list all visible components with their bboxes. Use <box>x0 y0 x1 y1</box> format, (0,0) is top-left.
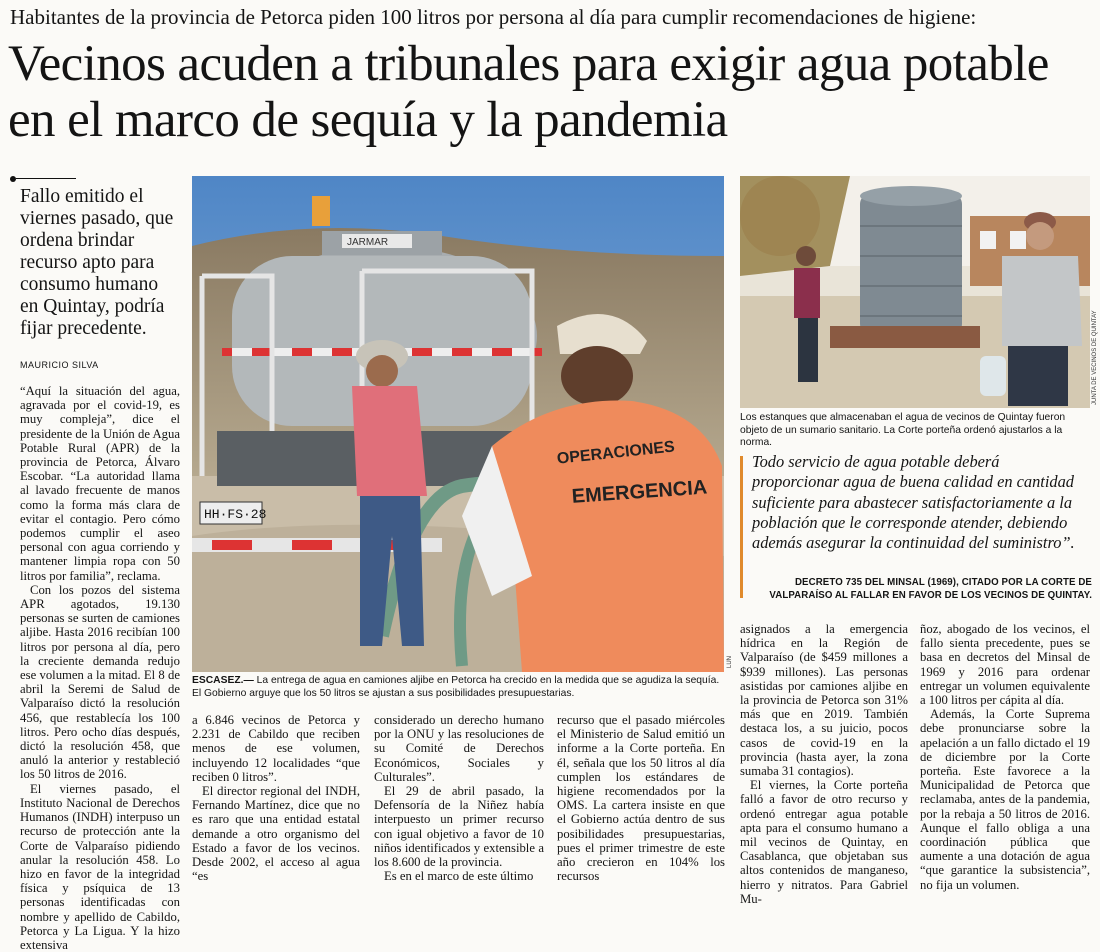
kicker: Habitantes de la provincia de Petorca piden 100 litros por persona al día para cumplir recomendaciones de higiene: <box>10 5 977 29</box>
main-photo-caption <box>192 675 722 700</box>
col3-p2: El 29 de abril pasado, la Defensoría de la Niñez había interpuesto un primer recurso con igual objetivo a favor de 10 niños identificados y extensible a los 8.600 de la provincia. <box>374 784 544 870</box>
col2-p1: a 6.846 vecinos de Petorca y 2.231 de Cabildo que reciben menos de ese volumen, incluyendo 12 localidades “que reciben 0 litros”. <box>192 713 360 784</box>
rule-dot <box>10 176 16 182</box>
pull-quote: Todo servicio de agua potable deberá proporcionar agua de buena calidad en cantidad suficiente para abastecer satisfactoriamente a la población que le corresponde atender, debiendo además asegurar la continuidad del suministro”. <box>752 452 1075 553</box>
col5-p2: El viernes, la Corte porteña falló a favor de otro recurso y ordenó entregar agua potable apta para el consumo humano a mil vecinos de Quintay, en Casablanca, que objetaban sus altos contenidos de manganeso, hierro y nitratos. Para Gabriel Mu- <box>740 778 908 906</box>
side-photo-credit: JUNTA DE VECINOS DE QUINTAY <box>1092 310 1098 405</box>
body-col-5 <box>740 622 908 906</box>
vest-line2: EMERGENCIA <box>571 476 708 508</box>
caption-lead: ESCASEZ.— <box>192 675 254 686</box>
main-photo <box>192 176 724 672</box>
side-photo-caption: Los estanques que almacenaban el agua de vecinos de Quintay fueron objeto de un sumario sanitario. La Corte porteña ordenó ajustarlos a la norma. <box>740 412 1066 448</box>
body-col-1 <box>20 384 180 952</box>
main-photo-credit: LUN <box>727 655 733 668</box>
byline: MAURICIO SILVA <box>20 360 99 370</box>
body-col-2 <box>192 713 360 884</box>
caption-text: La entrega de agua en camiones aljibe en Petorca ha crecido en la medida que se agudiza la sequía. El Gobierno arguye que los 50 litros se ajustan a sus posibilidades presupuestarias. <box>192 675 720 699</box>
col1-p2: Con los pozos del sistema APR agotados, 19.130 personas se surten de camiones aljibe. Hasta 2016 recibían 100 litros por persona al día, pero la creciente demanda redujo ese volumen a la mitad. El 8 de abril la Seremi de Salud de Valparaíso dictó la resolución 456, que restablecía los 100 litros. Pero ocho días después, dictó la resolución 458, que anuló la anterior y restableció los 50 litros de 2016. <box>20 582 180 782</box>
col5-p1: asignados a la emergencia hídrica en la Región de Valparaíso (de $459 millones a $939 millones). Las personas asistidas por camiones aljibe en la provincia de Petorca son 31% más que en 2019. También destaca los, a su juicio, pocos casos de covid-19 en la provincia (hasta ayer, la zona sumaba 31 contagios). <box>740 622 908 779</box>
truck-plate: HH·FS·28 <box>204 507 267 522</box>
col6-p1: ñoz, abogado de los vecinos, el fallo sienta precedente, pues se basa en decretos del Minsal de 1969 y 2016 para ordenar entregar un volumen equivalente a 100 litros per cápita al día. <box>920 622 1090 708</box>
col3-p3: Es en el marco de este último <box>384 869 534 884</box>
col6-p2: Además, la Corte Suprema debe pronunciarse sobre la apelación a un fallo dictado el 19 de diciembre por la Corte porteña. Este favorece a la Municipalidad de Petorca que reclamaba, antes de la pandemia, por la rebaja a 50 litros de 2016. Aunque el fallo obliga a una coordinación pública que aumente a una dotación de agua “que garantice la subsistencia”, no fija un volumen. <box>920 707 1090 892</box>
col1-p1: “Aquí la situación del agua, agravada por el covid-19, es muy compleja”, dice el presidente de la Unión de Agua Potable Rural (APR) de la provincia de Petorca, Álvaro Escobar. “La autoridad llama al lavado frecuente de manos como la forma más clara de evitar el contagio. Pero cómo podemos cumplir el aseo personal con agua corriendo y mantener limpia ropa con 50 litros por familia”, reclama. <box>20 384 180 583</box>
body-col-3 <box>374 713 544 884</box>
vest-line1: OPERACIONES <box>556 438 676 468</box>
col1-p3: El viernes pasado, el Instituto Nacional de Derechos Humanos (INDH) interpuso un recurso de protección ante la Corte de Valparaíso pidiendo anular la resolución 458. Lo hizo en favor de la integridad física y psíquica de 13 personas identificadas con nombre y apellido de Cabildo, Petorca y La Ligua. Y la hizo extensiva <box>20 781 180 952</box>
headline: Vecinos acuden a tribunales para exigir agua potable en el marco de sequía y la pandemia <box>8 36 1049 148</box>
summary: Fallo emitido el viernes pasado, que ordena brindar recurso apto para consumo humano en Quintay, podría fijar precedente. <box>20 186 174 339</box>
body-col-4 <box>557 713 725 884</box>
truck-brand: JARMAR <box>347 237 389 248</box>
quote-bar <box>740 456 743 598</box>
col4-p1: recurso que el pasado miércoles el Ministerio de Salud emitió un informe a la Corte porteña. En él, señala que los 50 litros al día cumplen los estándares de higiene recomendados por la OMS. La cartera insiste en que el Gobierno actúa dentro de sus posibilidades presupuestarias, pues el primer trimestre de este año crecieron en 104% los recursos <box>557 713 725 884</box>
quote-source: DECRETO 735 DEL MINSAL (1969), CITADO POR LA CORTE DE VALPARAÍSO AL FALLAR EN FAVOR DE LOS VECINOS DE QUINTAY. <box>769 577 1092 601</box>
side-photo <box>740 176 1090 408</box>
rule-line <box>16 178 76 179</box>
body-col-6 <box>920 622 1090 892</box>
col2-p2: El director regional del INDH, Fernando Martínez, dice que no es raro que una entidad estatal demande a otro organismo del Estado a favor de los vecinos. Desde 2002, el acceso al agua “es <box>192 784 360 884</box>
col3-p1: considerado un derecho humano por la ONU y las resoluciones de su Comité de Derechos Económicos, Sociales y Culturales”. <box>374 713 544 784</box>
